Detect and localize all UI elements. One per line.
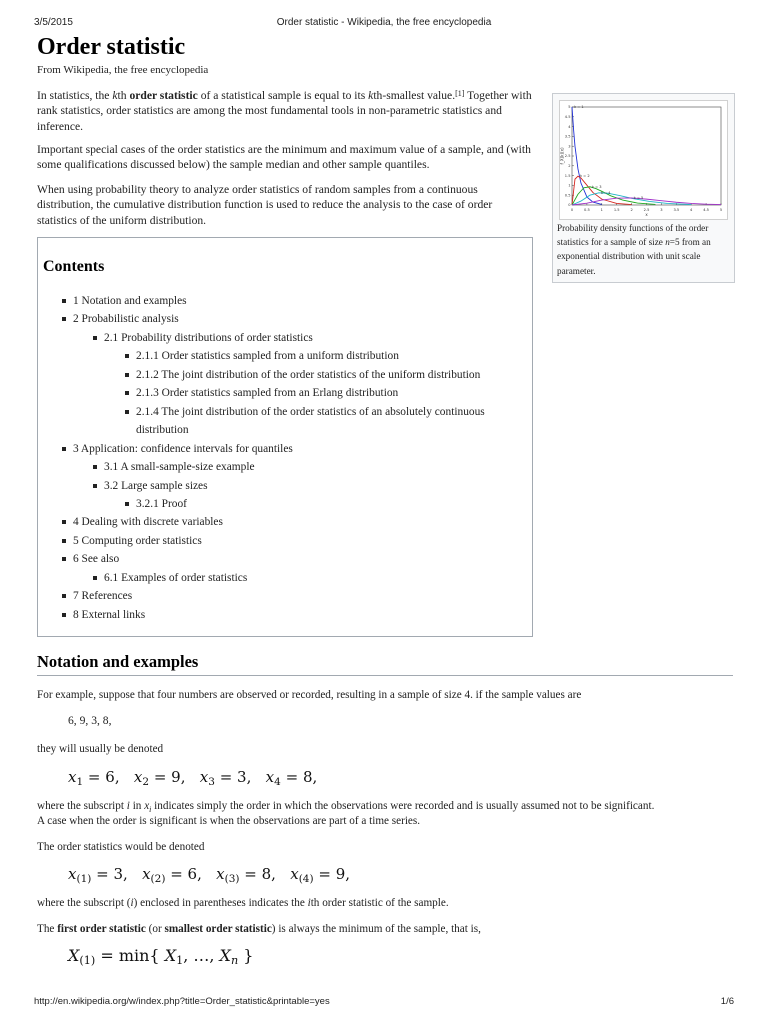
example-text-7: The first order statistic (or smallest order statistic) is always the minimum of the sample, that is, <box>37 923 481 935</box>
y-tick-label: 0.5 <box>564 193 571 198</box>
equation-denoted-values <box>68 768 317 788</box>
toc-item[interactable]: 8 External links <box>38 606 528 624</box>
article-subtitle: From Wikipedia, the free encyclopedia <box>37 64 209 76</box>
x-tick-label: 0 <box>570 208 574 212</box>
y-tick-label: 4 <box>568 124 571 129</box>
equation-order-statistics <box>68 865 350 885</box>
toc-item[interactable]: 3.2 Large sample sizes <box>38 477 528 495</box>
bold-order-statistic: order statistic <box>129 89 198 102</box>
toc-item[interactable]: 6 See also <box>38 550 528 568</box>
plot-frame <box>572 107 721 205</box>
figure-thumbnail <box>552 93 735 283</box>
toc-item[interactable]: 3 Application: confidence intervals for quantiles <box>38 440 528 458</box>
y-tick-label: 5 <box>568 105 571 110</box>
x-tick-label: 0.5 <box>584 208 590 212</box>
y-tick-label: 0 <box>568 203 571 208</box>
toc-item[interactable]: 6.1 Examples of order statistics <box>38 569 528 587</box>
series-label: k = 4 <box>600 190 611 195</box>
eq-term: $x_2 = 9$, <box>133 768 200 788</box>
y-tick-label: 4.5 <box>564 115 571 119</box>
eq-term: $x_4 = 8$, <box>265 768 318 788</box>
bold-smallest-order-statistic: smallest order statistic <box>164 923 272 935</box>
toc-item[interactable]: 2.1.4 The joint distribution of the order statistics of an absolutely continuous distribution <box>38 403 526 440</box>
x-tick-label: 2 <box>630 208 633 212</box>
footer-url: http://en.wikipedia.org/w/index.php?title=Order_statistic&printable=yes <box>34 996 330 1007</box>
eq-term: $x_1 = 6$, <box>68 768 134 788</box>
toc-item[interactable]: 2.1 Probability distributions of order statistics <box>38 329 528 347</box>
example-text-4: A case when the order is significant is when the observations are part of a time series. <box>37 815 421 827</box>
print-date: 3/5/2015 <box>34 17 73 28</box>
y-tick-label: 1.5 <box>564 173 571 178</box>
x-tick-label: 4 <box>690 208 693 212</box>
section-divider <box>37 675 733 676</box>
intro-paragraph-2: Important special cases of the order statistics are the minimum and maximum value of a sample, and (with some qualifications discussed below) the sample median and other sample quantiles. <box>37 143 531 172</box>
density-plot-image[interactable] <box>559 100 728 220</box>
x-tick-label: 1.5 <box>613 208 620 212</box>
toc-item[interactable]: 3.2.1 Proof <box>38 495 528 513</box>
y-tick-label: 1 <box>568 183 571 188</box>
series-line <box>572 107 602 204</box>
footer-page-number: 1/6 <box>720 996 734 1007</box>
example-text-3: where the subscript i in $x_i$ indicates simply the order in which the observations were recorded and is usually assumed not to be significant. <box>37 800 655 814</box>
eq-term: $x_{(1)} = 3$, <box>68 865 143 885</box>
eq-term: $x_3 = 3$, <box>199 768 266 788</box>
reference-link-1[interactable]: [1] <box>455 89 465 98</box>
eq-term: $x_{(4)} = 9$, <box>290 865 351 885</box>
section-heading: Notation and examples <box>37 652 199 671</box>
toc-item[interactable]: 7 References <box>38 587 528 605</box>
toc-item[interactable]: 2.1.1 Order statistics sampled from a uniform distribution <box>38 347 528 365</box>
y-tick-label: 3.5 <box>564 134 571 139</box>
example-text-6: where the subscript (i) enclosed in parentheses indicates the ith order statistic of the sample. <box>37 897 449 909</box>
eq-term: $x_{(3)} = 8$, <box>216 865 291 885</box>
equation-minimum: $X_{(1)} = \min${ $X_1$, …, $X_n$ } <box>68 946 254 967</box>
intro-paragraph-1: In statistics, the kth order statistic of a statistical sample is equal to its kth-smallest value.[1] Together with rank statistics, order statistics are among the most fundamental tools in non-parametric statistics and inference. <box>37 89 532 133</box>
series-label: k = 1 <box>574 105 584 109</box>
x-tick-label: 3 <box>660 208 663 212</box>
y-tick-label: 3 <box>568 144 571 149</box>
y-tick-label: 2 <box>568 164 571 168</box>
example-text-2: they will usually be denoted <box>37 743 164 755</box>
x-tick-label: 5 <box>719 208 723 212</box>
series-label: k = 3 <box>591 184 602 189</box>
toc-list <box>38 292 528 624</box>
toc-item[interactable]: 4 Dealing with discrete variables <box>38 513 528 531</box>
x-tick-label: 3.5 <box>673 208 680 212</box>
article-title: Order statistic <box>37 34 186 60</box>
figure-caption: Probability density functions of the order statistics for a sample of size n=5 from an exponential distribution with unit scale parameter. <box>557 223 711 276</box>
intro-paragraph-3: When using probability theory to analyze order statistics of random samples from a continuous distribution, the cumulative distribution function is used to reduce the analysis to the case of order statistics of the uniform distribution. <box>37 183 493 227</box>
toc-item[interactable]: 1 Notation and examples <box>38 292 528 310</box>
toc-item[interactable]: 2 Probabilistic analysis <box>38 310 528 328</box>
toc-item[interactable]: 2.1.3 Order statistics sampled from an Erlang distribution <box>38 384 528 402</box>
x-axis-label: x <box>645 212 648 217</box>
table-of-contents <box>37 237 533 637</box>
toc-item[interactable]: 5 Computing order statistics <box>38 532 528 550</box>
y-axis-label: f_X(k)(x) <box>560 147 565 165</box>
example-text-5: The order statistics would be denoted <box>37 841 205 853</box>
series-label: k = 2 <box>579 174 590 179</box>
series-label: k = 5 <box>633 195 644 200</box>
print-page-title: Order statistic - Wikipedia, the free encyclopedia <box>276 17 492 28</box>
eq-term: $x_{(2)} = 6$, <box>142 865 217 885</box>
bold-first-order-statistic: first order statistic <box>57 923 146 935</box>
x-tick-label: 2.5 <box>643 208 650 212</box>
y-tick-label: 2.5 <box>564 154 571 159</box>
toc-item[interactable]: 2.1.2 The joint distribution of the order statistics of the uniform distribution <box>38 366 528 384</box>
x-tick-label: 4.5 <box>703 208 709 212</box>
example-text-1: For example, suppose that four numbers are observed or recorded, resulting in a sample of size 4. if the sample values are <box>37 689 582 701</box>
x-tick-label: 1 <box>600 208 603 212</box>
sample-values: 6, 9, 3, 8, <box>68 714 112 727</box>
toc-item[interactable]: 3.1 A small-sample-size example <box>38 458 528 476</box>
density-chart <box>560 101 727 219</box>
toc-title: Contents <box>43 258 105 275</box>
